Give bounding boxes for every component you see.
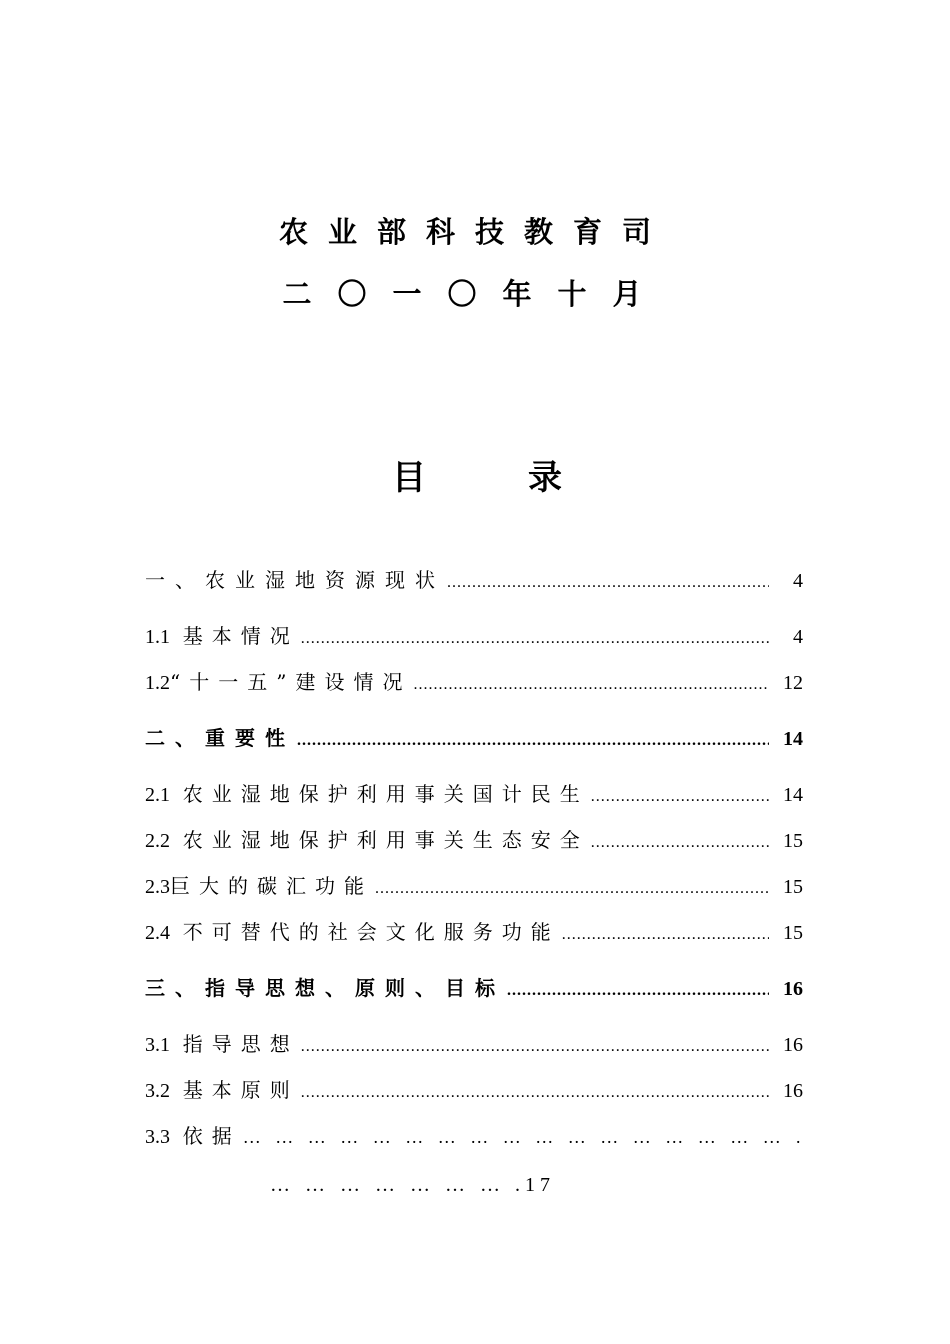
toc-item-3-3[interactable] (145, 1121, 803, 1151)
toc-item-page: 16 (783, 1080, 803, 1102)
toc-item-number: 1.1 (145, 626, 170, 648)
toc-item-3-3-continuation: … … … … … … … .17 (270, 1174, 555, 1196)
toc-item-label: 二、重要性 (145, 726, 295, 750)
toc-leader (375, 874, 769, 904)
toc-item-label: 基本情况 (182, 624, 299, 648)
toc-leader (507, 976, 769, 1006)
toc-item-label: 指导思想 (182, 1032, 299, 1056)
toc-item-label: 巨大的碳汇功能 (170, 874, 373, 898)
toc-item-number: 3.2 (145, 1080, 170, 1102)
toc-item-page: 16 (783, 1034, 803, 1056)
toc-leader (243, 1122, 803, 1152)
toc-item-label: 基本原则 (182, 1078, 299, 1102)
toc-title-left: 目 (392, 458, 426, 498)
toc-item-number: 2.1 (145, 784, 170, 806)
toc-item-page: 14 (783, 784, 803, 806)
toc-item-page: 15 (783, 922, 803, 944)
toc-item-3[interactable] (145, 973, 803, 1003)
toc-item-label: 农业湿地保护利用事关国计民生 (182, 782, 589, 806)
toc-item-number: 2.4 (145, 922, 170, 944)
toc-item-1-1[interactable] (145, 621, 803, 651)
toc-title (392, 455, 562, 501)
toc-leader (591, 782, 769, 812)
toc-item-3-1[interactable] (145, 1029, 803, 1059)
toc-item-2-2[interactable] (145, 825, 803, 855)
toc-item-2-1[interactable] (145, 779, 803, 809)
toc-item-label: 依据 (182, 1124, 241, 1148)
toc-item-1[interactable] (145, 565, 803, 595)
document-date: 二〇一〇年十月 (282, 277, 668, 311)
toc-leader (562, 920, 769, 950)
toc-item-page: 15 (783, 876, 803, 898)
toc-leader (301, 1078, 769, 1108)
toc-item-page: 4 (793, 626, 803, 648)
toc-leader (297, 726, 769, 756)
toc-item-page: 15 (783, 830, 803, 852)
toc-item-2-3[interactable] (145, 871, 803, 901)
toc-item-number: 2.3 (145, 876, 170, 898)
toc-leader (301, 624, 769, 654)
toc-leader (447, 568, 769, 598)
toc-item-label: 农业湿地保护利用事关生态安全 (182, 828, 589, 852)
toc-item-number: 1.2 (145, 672, 170, 694)
toc-item-label: “十一五”建设情况 (170, 670, 412, 694)
toc-leader (591, 828, 769, 858)
toc-item-label: 不可替代的社会文化服务功能 (182, 920, 560, 944)
toc-item-page: 14 (783, 728, 803, 750)
toc-item-page: 12 (783, 672, 803, 694)
toc-title-right: 录 (528, 458, 562, 498)
toc-item-1-2[interactable] (145, 667, 803, 697)
toc-item-number: 3.1 (145, 1034, 170, 1056)
toc-item-2-4[interactable] (145, 917, 803, 947)
toc-item-page: 16 (783, 978, 803, 1000)
toc-item-label: 三、指导思想、原则、目标 (145, 976, 505, 1000)
toc-item-2[interactable] (145, 723, 803, 753)
toc-item-label: 一、农业湿地资源现状 (145, 568, 445, 592)
toc-leader (413, 670, 769, 700)
toc-item-page: 4 (793, 570, 803, 592)
toc-leader (301, 1032, 769, 1062)
organization-name: 农业部科技教育司 (278, 215, 671, 249)
toc-item-number: 2.2 (145, 830, 170, 852)
toc-item-number: 3.3 (145, 1126, 170, 1148)
toc-item-3-2[interactable] (145, 1075, 803, 1105)
